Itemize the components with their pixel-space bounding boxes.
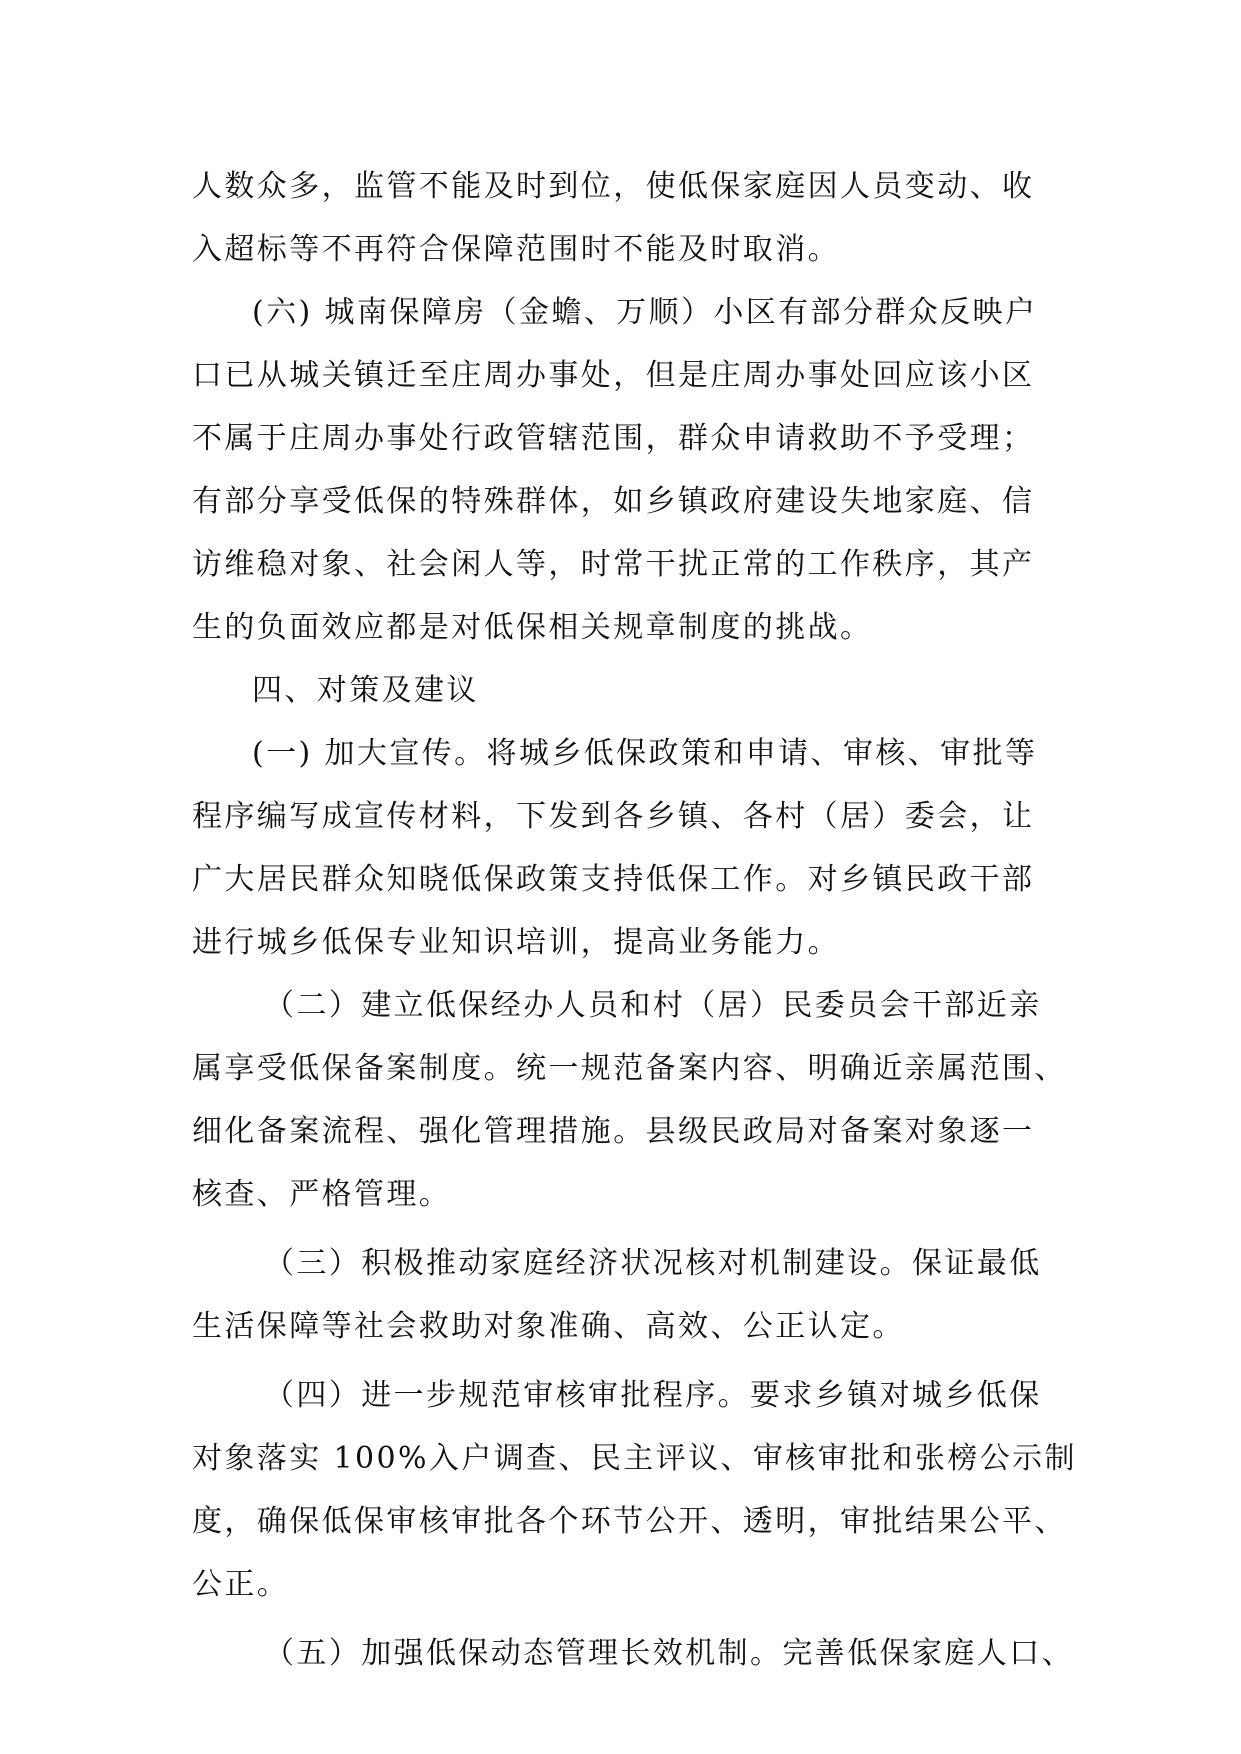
text-line: (一) 加大宣传。将城乡低保政策和申请、审核、审批等 xyxy=(252,736,1038,771)
document-body xyxy=(192,155,1077,1685)
text-line: 人数众多，监管不能及时到位，使低保家庭因人员变动、收 xyxy=(192,169,1035,204)
text-line: 广大居民群众知晓低保政策支持低保工作。对乡镇民政干部 xyxy=(192,862,1035,897)
text-line: （三）积极推动家庭经济状况核对机制建设。保证最低 xyxy=(264,1246,1042,1281)
text-line: （五）加强低保动态管理长效机制。完善低保家庭人口、 xyxy=(264,1636,1074,1671)
text-line: 度，确保低保审核审批各个环节公开、透明，审批结果公平、 xyxy=(192,1504,1067,1539)
text-line: 不属于庄周办事处行政管辖范围，群众申请救助不予受理； xyxy=(192,421,1035,456)
text-line: （二）建立低保经办人员和村（居）民委员会干部近亲 xyxy=(264,988,1042,1023)
text-line: (六) 城南保障房（金蟾、万顺）小区有部分群众反映户 xyxy=(252,295,1038,330)
text-line: 程序编写成宣传材料，下发到各乡镇、各村（居）委会，让 xyxy=(192,799,1035,834)
text-line: 公正。 xyxy=(192,1567,290,1602)
text-line: 属享受低保备案制度。统一规范备案内容、明确近亲属范围、 xyxy=(192,1051,1067,1086)
text-line: 对象落实 100%入户调查、民主评议、审核审批和张榜公示制 xyxy=(192,1441,1077,1476)
text-line: 生的负面效应都是对低保相关规章制度的挑战。 xyxy=(192,610,873,645)
text-line: 口已从城关镇迁至庄周办事处，但是庄周办事处回应该小区 xyxy=(192,358,1035,393)
text-line: 访维稳对象、社会闲人等，时常干扰正常的工作秩序，其产 xyxy=(192,547,1035,582)
section-heading: 四、对策及建议 xyxy=(252,673,479,708)
text-line: 入超标等不再符合保障范围时不能及时取消。 xyxy=(192,232,840,267)
text-line: （四）进一步规范审核审批程序。要求乡镇对城乡低保 xyxy=(264,1378,1042,1413)
text-line: 核查、严格管理。 xyxy=(192,1177,452,1212)
text-line: 生活保障等社会救助对象准确、高效、公正认定。 xyxy=(192,1309,905,1344)
text-line: 进行城乡低保专业知识培训，提高业务能力。 xyxy=(192,925,840,960)
text-line: 有部分享受低保的特殊群体，如乡镇政府建设失地家庭、信 xyxy=(192,484,1035,519)
text-line: 细化备案流程、强化管理措施。县级民政局对备案对象逐一 xyxy=(192,1114,1035,1149)
